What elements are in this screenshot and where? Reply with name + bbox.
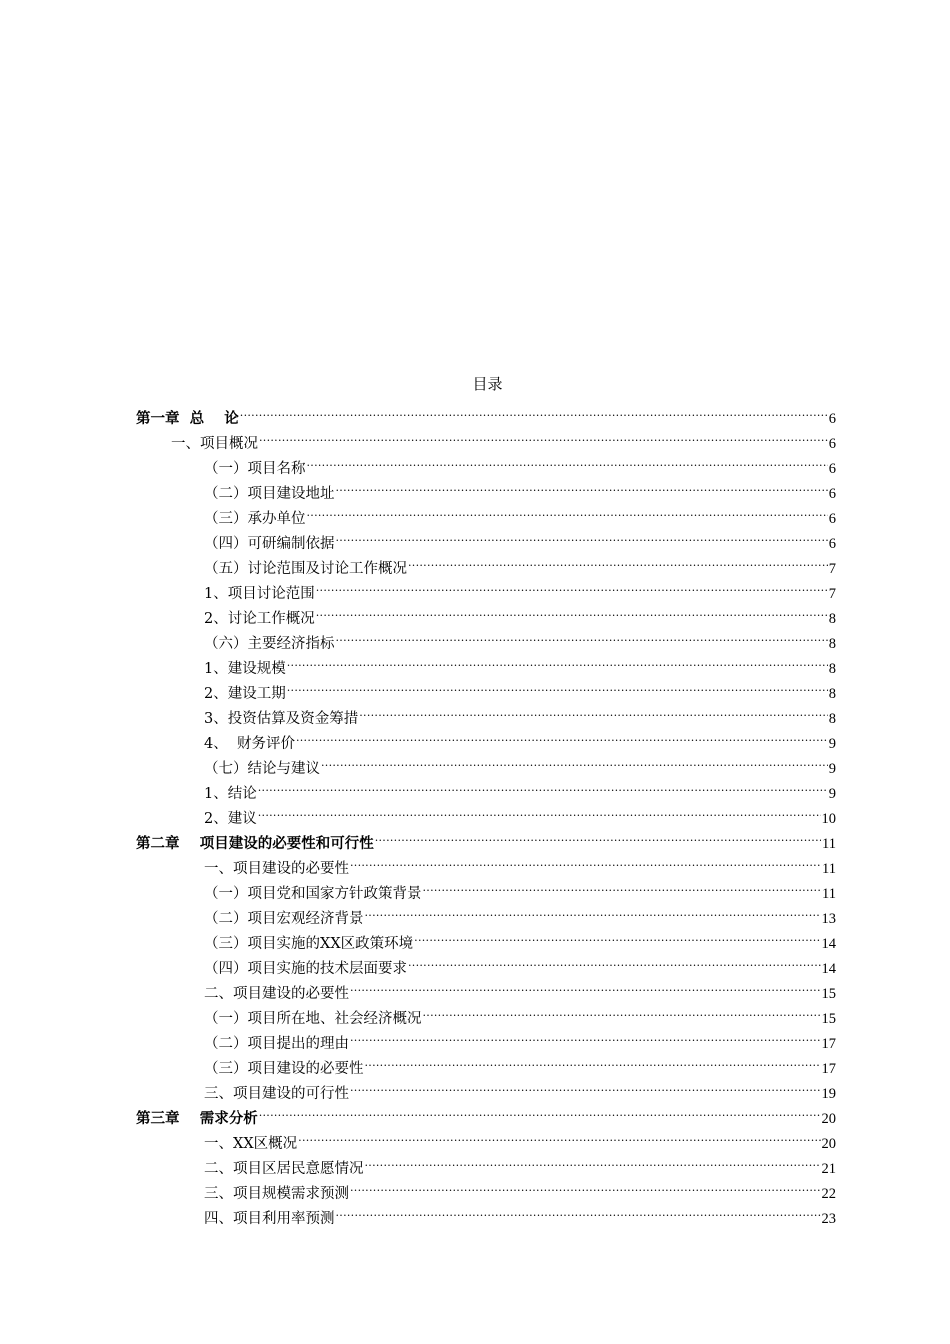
dot-leader bbox=[287, 648, 828, 673]
toc-entry[interactable] bbox=[204, 698, 836, 727]
toc-entry-page: 23 bbox=[821, 1211, 836, 1227]
toc-entry[interactable] bbox=[204, 523, 836, 552]
toc-entry[interactable] bbox=[204, 573, 836, 602]
toc-entry-page: 6 bbox=[828, 511, 836, 527]
toc-entry-page: 7 bbox=[828, 561, 836, 577]
toc-entry-page: 20 bbox=[821, 1136, 836, 1152]
toc-entry-page: 9 bbox=[828, 761, 836, 777]
toc-entry[interactable] bbox=[204, 673, 836, 702]
toc-entry-page: 22 bbox=[821, 1186, 836, 1202]
toc-entry-label: 三、项目建设的可行性 bbox=[204, 1086, 349, 1102]
toc-entry-label: 一、项目建设的必要性 bbox=[204, 861, 349, 877]
dot-leader bbox=[365, 898, 821, 923]
toc-entry[interactable] bbox=[204, 648, 836, 677]
toc-entry[interactable] bbox=[204, 1123, 836, 1152]
toc-entry-label: 4、 财务评价 bbox=[204, 736, 295, 752]
dot-leader bbox=[375, 823, 821, 848]
toc-entry-label: （一）项目党和国家方针政策背景 bbox=[204, 886, 422, 902]
dot-leader bbox=[307, 498, 828, 523]
toc-entry-chapter-2[interactable] bbox=[136, 823, 836, 852]
toc-entry[interactable] bbox=[204, 473, 836, 502]
toc-entry[interactable] bbox=[204, 1148, 836, 1177]
toc-entry-page: 17 bbox=[821, 1036, 836, 1052]
toc-entry[interactable] bbox=[204, 498, 836, 527]
toc-entry[interactable] bbox=[204, 973, 836, 1002]
toc-entry-label: 四、项目利用率预测 bbox=[204, 1211, 335, 1227]
toc-entry[interactable] bbox=[204, 948, 836, 977]
toc-entry-page: 14 bbox=[821, 936, 836, 952]
toc-entry[interactable] bbox=[204, 723, 836, 752]
toc-entry-label: 2、建设工期 bbox=[204, 686, 286, 702]
toc-entry[interactable] bbox=[204, 773, 836, 802]
toc-entry-page: 21 bbox=[821, 1161, 836, 1177]
toc-entry[interactable] bbox=[204, 1198, 836, 1227]
dot-leader bbox=[336, 623, 828, 648]
dot-leader bbox=[240, 398, 828, 423]
toc-entry[interactable] bbox=[204, 873, 836, 902]
dot-leader bbox=[321, 748, 828, 773]
dot-leader bbox=[316, 598, 828, 623]
dot-leader bbox=[350, 848, 821, 873]
toc-entry-label: 1、结论 bbox=[204, 786, 257, 802]
toc-entry-page: 19 bbox=[821, 1086, 836, 1102]
dot-leader bbox=[408, 948, 821, 973]
toc-entry[interactable] bbox=[204, 848, 836, 877]
toc-entry[interactable] bbox=[204, 1173, 836, 1202]
toc-entry-page: 11 bbox=[822, 861, 836, 877]
toc-entry-label: （五）讨论范围及讨论工作概况 bbox=[204, 561, 407, 577]
toc-entry-page: 15 bbox=[821, 986, 836, 1002]
dot-leader bbox=[307, 448, 828, 473]
dot-leader bbox=[259, 423, 828, 448]
dot-leader bbox=[316, 573, 828, 598]
toc-entry[interactable] bbox=[204, 448, 836, 477]
toc-entry-label: （三）承办单位 bbox=[204, 511, 306, 527]
toc-entry-label: （一）项目所在地、社会经济概况 bbox=[204, 1011, 422, 1027]
toc-entry-page: 15 bbox=[821, 1011, 836, 1027]
toc-entry[interactable] bbox=[171, 423, 836, 452]
toc-entry-label: 第一章 总 论 bbox=[136, 410, 239, 427]
dot-leader bbox=[359, 698, 828, 723]
toc-entry-page: 8 bbox=[828, 686, 836, 702]
toc-entry-page: 8 bbox=[828, 711, 836, 727]
toc-entry[interactable] bbox=[204, 923, 836, 952]
toc-entry-page: 14 bbox=[821, 961, 836, 977]
toc-entry-page: 6 bbox=[828, 486, 836, 502]
toc-entry-label: （六）主要经济指标 bbox=[204, 636, 335, 652]
dot-leader bbox=[258, 773, 828, 798]
dot-leader bbox=[423, 873, 822, 898]
toc-entry-page: 13 bbox=[821, 911, 836, 927]
toc-entry-label: 2、建议 bbox=[204, 811, 257, 827]
toc-entry-chapter-1[interactable] bbox=[136, 398, 836, 427]
toc-entry-page: 17 bbox=[821, 1061, 836, 1077]
toc-entry-page: 9 bbox=[828, 786, 836, 802]
toc-entry[interactable] bbox=[204, 998, 836, 1027]
toc-entry-label: 三、项目规模需求预测 bbox=[204, 1186, 349, 1202]
toc-entry-page: 8 bbox=[828, 636, 836, 652]
toc-entry-page: 6 bbox=[828, 436, 836, 452]
toc-entry-page: 6 bbox=[828, 461, 836, 477]
toc-entry[interactable] bbox=[204, 1048, 836, 1077]
dot-leader bbox=[350, 1073, 821, 1098]
dot-leader bbox=[423, 998, 821, 1023]
toc-entry-label: （七）结论与建议 bbox=[204, 761, 320, 777]
dot-leader bbox=[336, 1198, 821, 1223]
toc-entry-label: 一、项目概况 bbox=[171, 436, 258, 452]
dot-leader bbox=[336, 473, 828, 498]
dot-leader bbox=[296, 723, 828, 748]
toc-entry-page: 11 bbox=[822, 836, 836, 852]
toc-entry-label: （三）项目建设的必要性 bbox=[204, 1061, 364, 1077]
toc-entry-label: 二、项目建设的必要性 bbox=[204, 986, 349, 1002]
toc-entry-label: 1、项目讨论范围 bbox=[204, 586, 315, 602]
dot-leader bbox=[259, 1098, 821, 1123]
toc-entry-label: 1、建设规模 bbox=[204, 661, 286, 677]
dot-leader bbox=[350, 973, 821, 998]
toc-entry[interactable] bbox=[204, 898, 836, 927]
toc-title: 目录 bbox=[472, 375, 503, 393]
toc-entry-label: （三）项目实施的XX区政策环境 bbox=[204, 936, 414, 952]
dot-leader bbox=[298, 1123, 820, 1148]
toc-entry-page: 6 bbox=[828, 411, 836, 427]
toc-entry-page: 8 bbox=[828, 611, 836, 627]
toc-entry-page: 6 bbox=[828, 536, 836, 552]
toc-entry-label: 2、讨论工作概况 bbox=[204, 611, 315, 627]
toc-entry-page: 11 bbox=[822, 886, 836, 902]
toc-entry-chapter-3[interactable] bbox=[136, 1098, 836, 1127]
toc-entry-label: （一）项目名称 bbox=[204, 461, 306, 477]
dot-leader bbox=[350, 1173, 821, 1198]
dot-leader bbox=[408, 548, 828, 573]
dot-leader bbox=[350, 1023, 821, 1048]
toc-entry[interactable] bbox=[204, 623, 836, 652]
toc-entry-page: 20 bbox=[821, 1111, 836, 1127]
toc-entry[interactable] bbox=[204, 1073, 836, 1102]
toc-entry-page: 9 bbox=[828, 736, 836, 752]
dot-leader bbox=[365, 1148, 821, 1173]
dot-leader bbox=[258, 798, 821, 823]
dot-leader bbox=[336, 523, 828, 548]
dot-leader bbox=[365, 1048, 821, 1073]
toc-entry-label: 二、项目区居民意愿情况 bbox=[204, 1161, 364, 1177]
toc-entry-label: （四）项目实施的技术层面要求 bbox=[204, 961, 407, 977]
toc-entry[interactable] bbox=[204, 1023, 836, 1052]
toc-entry[interactable] bbox=[204, 548, 836, 577]
toc-entry-label: 一、XX区概况 bbox=[204, 1136, 298, 1152]
dot-leader bbox=[287, 673, 828, 698]
toc-entry-page: 8 bbox=[828, 661, 836, 677]
toc-entry-label: （二）项目提出的理由 bbox=[204, 1036, 349, 1052]
toc-entry-page: 10 bbox=[821, 811, 836, 827]
toc-entry-label: （二）项目建设地址 bbox=[204, 486, 335, 502]
toc-entry-label: （四）可研编制依据 bbox=[204, 536, 335, 552]
toc-entry-label: （二）项目宏观经济背景 bbox=[204, 911, 364, 927]
toc-entry-label: 第二章 项目建设的必要性和可行性 bbox=[136, 835, 374, 852]
toc-entry-page: 7 bbox=[828, 586, 836, 602]
toc-entry[interactable] bbox=[204, 798, 836, 827]
toc-entry-label: 第三章 需求分析 bbox=[136, 1110, 258, 1127]
toc-entry-label: 3、投资估算及资金筹措 bbox=[204, 711, 359, 727]
dot-leader bbox=[414, 923, 820, 948]
toc-entry[interactable] bbox=[204, 598, 836, 627]
toc-entry[interactable] bbox=[204, 748, 836, 777]
